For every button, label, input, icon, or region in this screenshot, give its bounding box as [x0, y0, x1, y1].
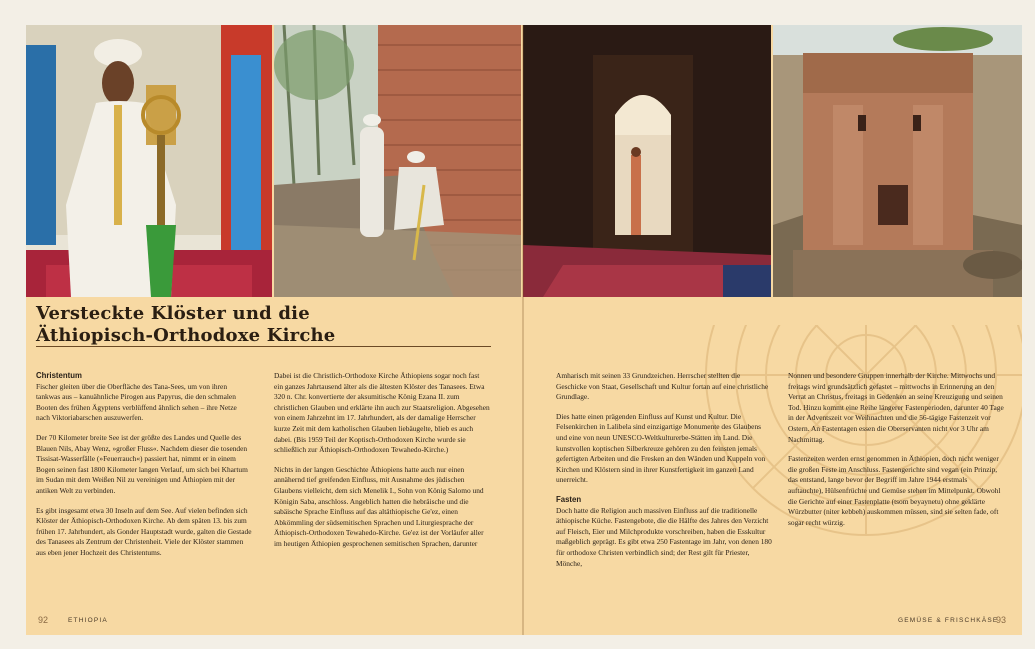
text-column-4 — [788, 371, 1004, 537]
col1-paragraph-1: Fischer gleiten über die Oberfläche des Tana-Sees, um von ihren tankwas aus – kanuähnliche Pirogen aus Papyrus, die den schmalen Booten des frühen Ägyptens verblüffend ähnlich sehen – ihre Netze nach Viktoriabarschen auszuwerfen. — [36, 381, 237, 423]
right-running-footer: GEMÜSE & FRISCHKÄSE — [898, 617, 999, 624]
col4-paragraph-2: Fastenzeiten werden ernst genommen in Äthiopien, doch nicht weniger die großen Feste im Anschluss. Fastengerichte sind vegan (ein Prinzip, das entstand, lange bevor der Begriff im Jahre 1944 erstmals auftauchte), Hülsenfrüchte und Gemüse stehen im Mittelpunkt. Obwohl die Gerichte auf einer Fastenplatte (tsom beyaynetu) ohne geklärte Würzbutter (niter kebbeh) auskommen müssen, sind sie selten fade, oft sogar recht würzig. — [788, 454, 1001, 527]
subhead-christentum: Christentum — [36, 371, 82, 380]
article-headline — [36, 303, 506, 347]
col3-paragraph-3: Doch hatte die Religion auch massiven Einfluss auf die traditionelle äthiopische Küche. Fastengebote, die die Hälfte des Jahres den Verzicht auf Fleisch, Eier und Milchprodukte vorschreiben, haben die Esskultur maßgeblich geprägt. Es gibt etwa 250 Fastentage im Jahr, von denen 180 für orthodoxe Christen verbindlich sind; der Rest gilt für Priester, Mönche, — [556, 505, 772, 568]
book-spread — [26, 25, 1022, 635]
col3-paragraph-1: Amharisch mit seinen 33 Grundzeichen. Herrscher stellten die Geschicke von Staat, Gesellschaft und Kultur fortan auf eine christliche Grundlage. — [556, 371, 769, 402]
headline-line-1: Versteckte Klöster und die — [36, 303, 310, 324]
text-column-1 — [36, 371, 252, 568]
text-column-2 — [274, 371, 490, 559]
headline-line-2: Äthiopisch-Orthodoxe Kirche — [36, 325, 336, 346]
headline-rule — [36, 346, 491, 347]
col1-paragraph-3: Es gibt insgesamt etwa 30 Inseln auf dem See. Auf vielen befinden sich Klöster der Äthiopisch-Orthodoxen Kirche. Ab dem späten 13. bis zum frühen 17. Jahrhundert, als Gonder Hauptstadt wurde, galten die Gestade des Tanasees als Zentrum der Christenheit. Viele der Klöster stammen aus eben jener Hochzeit des Christentums. — [36, 505, 252, 557]
photo-rock-hewn-church — [773, 25, 1022, 297]
text-column-3 — [556, 371, 772, 578]
page-gutter — [522, 25, 524, 635]
col1-paragraph-2: Der 70 Kilometer breite See ist der größte des Landes und Quelle des Blauen Nils, Abay Wenz, »großer Fluss«. Nachdem dieser die tosenden Tissisat-Wasserfälle (»Feuerrauch«) passiert hat, nimmt er in einem Bogen seinen fast 1800 Kilometer langen Verlauf, um sich bei Khartum im Sudan mit dem Weißen Nil zu vereinigen und Äthiopien mit der antiken Welt zu verbinden. — [36, 432, 248, 495]
subhead-fasten: Fasten — [556, 494, 582, 504]
photo-church-doorway — [523, 25, 771, 297]
col2-paragraph-1: Dabei ist die Christlich-Orthodoxe Kirche Äthiopiens sogar noch fast ein ganzes Jahrtausend älter als die ältesten Klöster des Tanasees. Etwa 320 n. Chr. konvertierte der aksumitische König Ezana II. zum christlichen Glauben und erklärte ihn auch zur Staatsreligion. Abgesehen von einem Jahrzehnt im 17. Jahrhundert, als der damalige Herrscher kurze Zeit mit dem katholischen Glauben liebäugelte, blieb es auch dabei. (Bis 1959 Teil der Koptisch-Orthodoxen Kirche wurde sie schließlich zur Äthiopisch-Orthodoxen Tewahedo-Kirche.) — [274, 371, 490, 455]
col2-paragraph-2: Nichts in der langen Geschichte Äthiopiens hatte auch nur einen annähernd tief greifenden Einfluss, mit Ausnahme des jüdischen Glaubens vielleicht, dem sich Menelik I., Sohn von König Salomo und Königin Saba, anschloss. Angeblich hatten die hebräische und die sabäische Sprache Einfluss auf das altäthiopische Ge'ez, einen Abkömmling der südsemitischen Sprachen und Liturgiesprache der Äthiopisch-Orthodoxen Tewahedo-Kirche. Ge'ez ist der Vorläufer aller im heutigen Äthiopien gesprochenen semitischen Sprachen, darunter — [274, 464, 484, 548]
col4-paragraph-1: Nonnen und besondere Gruppen innerhalb der Kirche. Mittwochs und freitags wird grundsätzlich gefastet – mittwochs in Erinnerung an den Verrat an Christus, freitags in Gedenken an seine Kreuzigung und seinen Tod. Hinzu kommt eine Reihe längerer Fastenperioden, darunter 40 Tage in der Adventszeit vor Weihnachten und die 56-tägige Fastenzeit vor Ostern. An Fastentagen essen die Oberservanten nicht vor 3 Uhr am Nachmittag. — [788, 371, 1004, 444]
col3-paragraph-2: Dies hatte einen prägenden Einfluss auf Kunst und Kultur. Die Felsenkirchen in Lalibela sind einzigartige Monumente des Glaubens und eine von neun UNESCO-Weltkulturerbe-Stätten im Land. Die kunstvollen koptischen Silberkreuze gehören zu den feinsten jemals gefertigten Arbeiten und die Fresken an den Wänden und Kuppeln von Kirchen und Klöstern sind in ihrer Kunstfertigkeit im ganzen Land unerreicht. — [556, 411, 766, 485]
left-page-number: 92 — [38, 615, 49, 625]
left-running-footer: ETHIOPIA — [68, 617, 108, 624]
photo-priest-with-cross — [26, 25, 272, 297]
photo-men-at-stone-wall — [274, 25, 521, 297]
right-page-number: 93 — [996, 615, 1007, 625]
